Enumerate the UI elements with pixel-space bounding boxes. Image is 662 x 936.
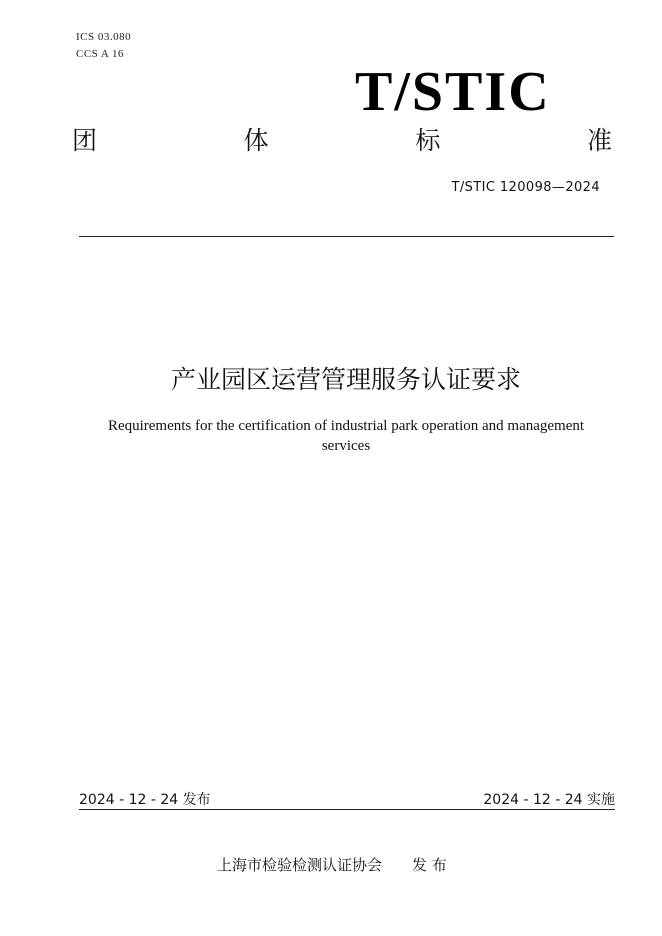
standard-type-char: 准	[586, 126, 612, 155]
standard-brand-logo: T/STIC	[355, 61, 551, 123]
bottom-divider	[79, 809, 615, 810]
ics-code: ICS 03.080	[76, 31, 132, 43]
ccs-code: CCS A 16	[76, 48, 125, 60]
publish-date: 2024 - 12 - 24 发布	[79, 792, 211, 808]
implementation-date: 2024 - 12 - 24 实施	[483, 792, 615, 808]
standard-number: T/STIC 120098—2024	[451, 180, 600, 195]
document-title-chinese: 产业园区运营管理服务认证要求	[170, 365, 521, 394]
document-title-english: Requirements for the certification of industrial park operation and management services	[107, 418, 585, 454]
date-row	[79, 789, 615, 809]
publisher-line	[217, 854, 447, 875]
top-divider	[79, 236, 614, 237]
standard-type-char: 团	[72, 126, 98, 155]
publisher-name: 上海市检验检测认证协会	[217, 856, 383, 874]
standard-type-char: 体	[243, 126, 269, 155]
standard-type-char: 标	[415, 126, 441, 155]
publisher-action: 发 布	[412, 856, 447, 874]
standard-type-heading	[72, 128, 612, 153]
